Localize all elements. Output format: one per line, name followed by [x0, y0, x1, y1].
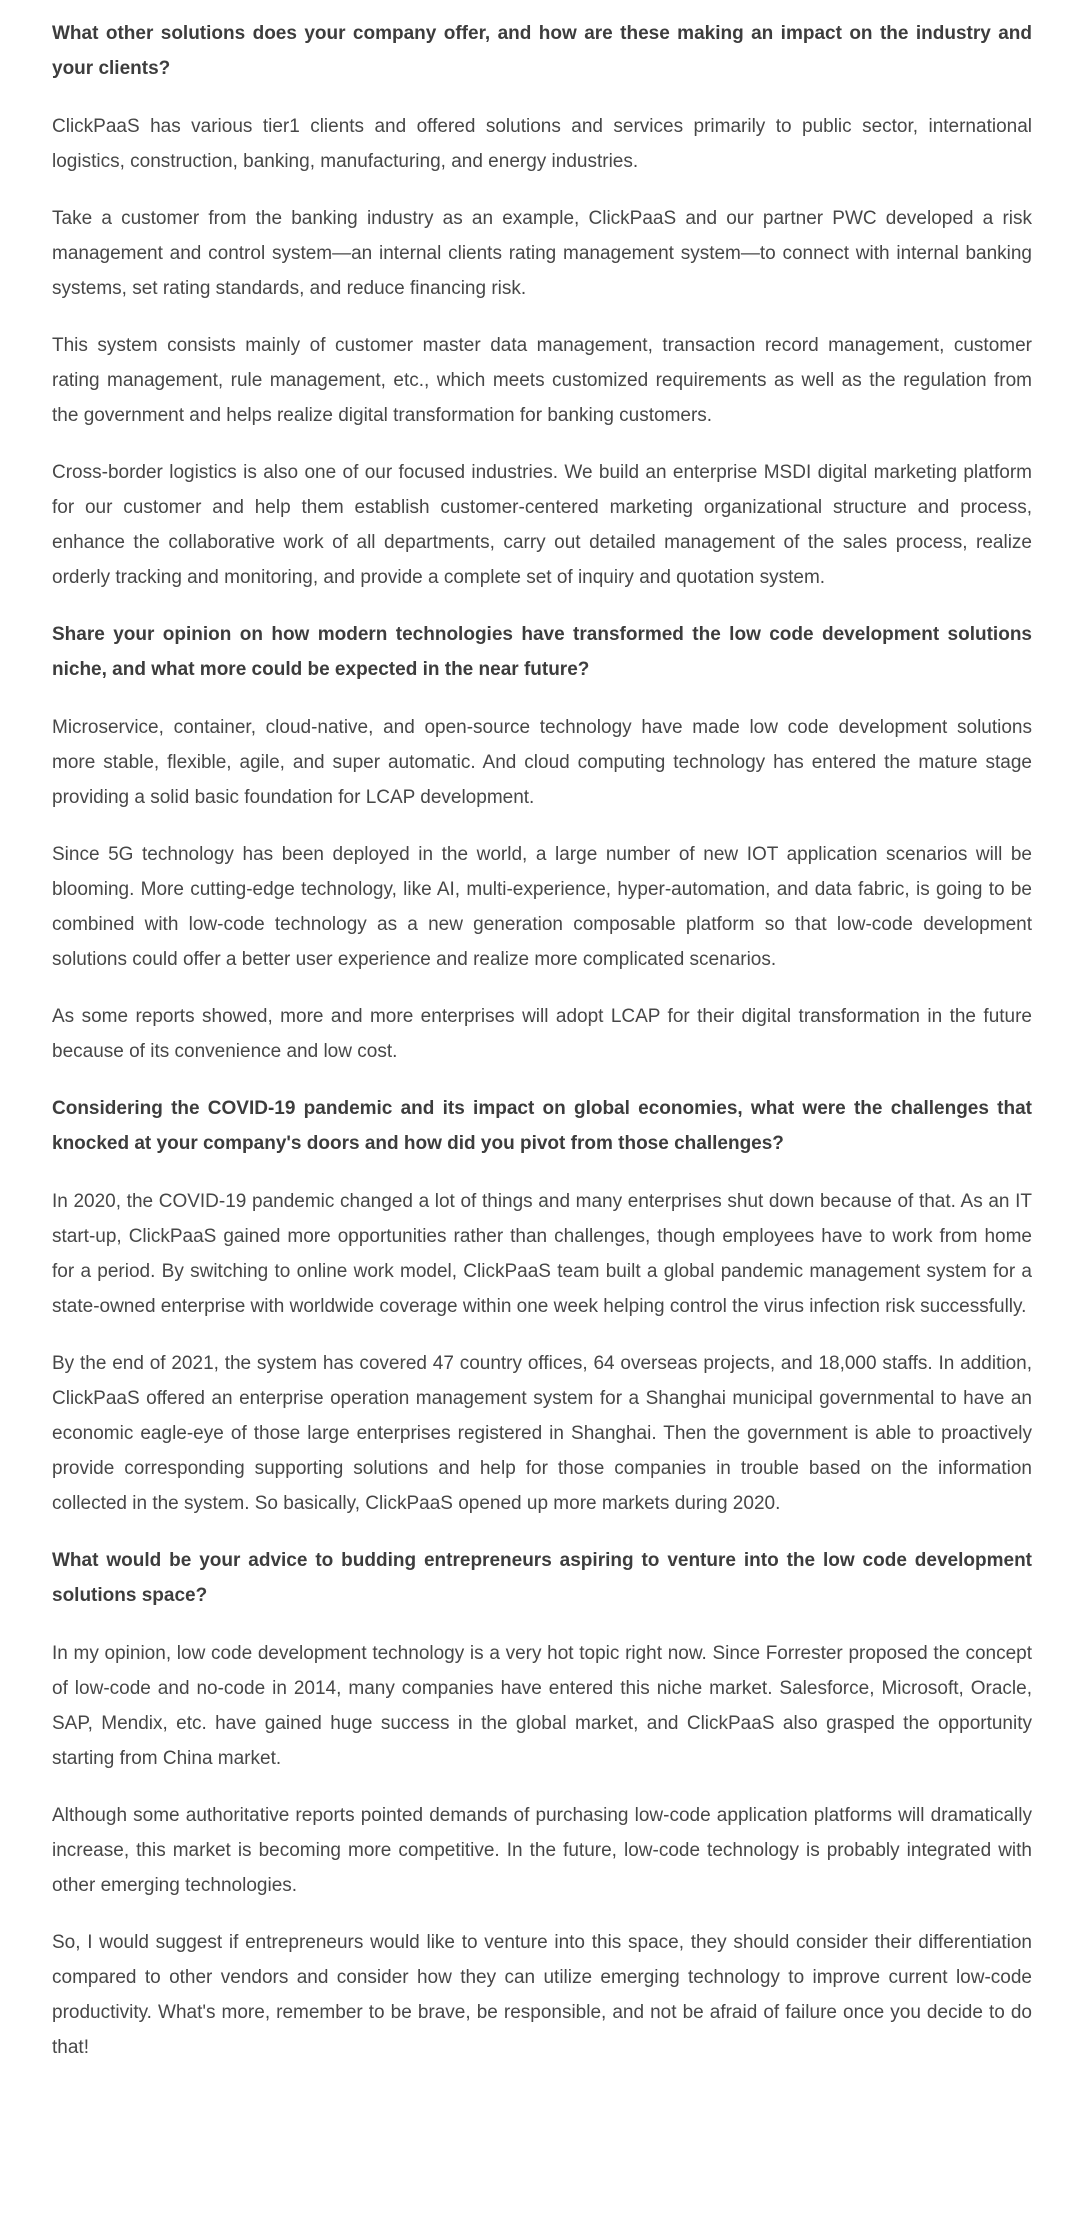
- answer-paragraph: Cross-border logistics is also one of our focused industries. We build an enterprise MSDI digital marketing platform for our customer and help them establish customer-centered marketing organizational structure and process, enhance the collaborative work of all departments, carry out detailed management of the sales process, realize orderly tracking and monitoring, and provide a complete set of inquiry and quotation system.: [52, 462, 1032, 588]
- answer-paragraph: Take a customer from the banking industry as an example, ClickPaaS and our partner PWC developed a risk management and control system—an internal clients rating management system—to connect with internal banking systems, set rating standards, and reduce financing risk.: [52, 208, 1032, 299]
- question-heading: What other solutions does your company offer, and how are these making an impact on the industry and your clients?: [52, 23, 1032, 79]
- question-heading: Considering the COVID-19 pandemic and its impact on global economies, what were the challenges that knocked at your company's doors and how did you pivot from those challenges?: [52, 1098, 1032, 1154]
- question-heading: What would be your advice to budding entrepreneurs aspiring to venture into the low code development solutions space?: [52, 1550, 1032, 1606]
- answer-paragraph: By the end of 2021, the system has covered 47 country offices, 64 overseas projects, and 18,000 staffs. In addition, ClickPaaS offered an enterprise operation management system for a Shanghai municipal governmental to have an economic eagle-eye of those large enterprises registered in Shanghai. Then the government is able to proactively provide corresponding supporting solutions and help for those companies in trouble based on the information collected in the system. So basically, ClickPaaS opened up more markets during 2020.: [52, 1353, 1032, 1514]
- question-heading: Share your opinion on how modern technologies have transformed the low code development solutions niche, and what more could be expected in the near future?: [52, 624, 1032, 680]
- answer-paragraph: In my opinion, low code development technology is a very hot topic right now. Since Forrester proposed the concept of low-code and no-code in 2014, many companies have entered this niche market. Salesforce, Microsoft, Oracle, SAP, Mendix, etc. have gained huge success in the global market, and ClickPaaS also grasped the opportunity starting from China market.: [52, 1643, 1032, 1769]
- answer-paragraph: As some reports showed, more and more enterprises will adopt LCAP for their digital transformation in the future because of its convenience and low cost.: [52, 1006, 1032, 1062]
- answer-paragraph: Since 5G technology has been deployed in the world, a large number of new IOT application scenarios will be blooming. More cutting-edge technology, like AI, multi-experience, hyper-automation, and data fabric, is going to be combined with low-code technology as a new generation composable platform so that low-code development solutions could offer a better user experience and realize more complicated scenarios.: [52, 844, 1032, 970]
- interview-article: [52, 16, 1032, 2065]
- answer-paragraph: ClickPaaS has various tier1 clients and offered solutions and services primarily to public sector, international logistics, construction, banking, manufacturing, and energy industries.: [52, 116, 1032, 172]
- answer-paragraph: This system consists mainly of customer master data management, transaction record management, customer rating management, rule management, etc., which meets customized requirements as well as the regulation from the government and helps realize digital transformation for banking customers.: [52, 335, 1032, 426]
- answer-paragraph: So, I would suggest if entrepreneurs would like to venture into this space, they should consider their differentiation compared to other vendors and consider how they can utilize emerging technology to improve current low-code productivity. What's more, remember to be brave, be responsible, and not be afraid of failure once you decide to do that!: [52, 1932, 1032, 2058]
- answer-paragraph: Although some authoritative reports pointed demands of purchasing low-code application platforms will dramatically increase, this market is becoming more competitive. In the future, low-code technology is probably integrated with other emerging technologies.: [52, 1805, 1032, 1896]
- answer-paragraph: Microservice, container, cloud-native, and open-source technology have made low code development solutions more stable, flexible, agile, and super automatic. And cloud computing technology has entered the mature stage providing a solid basic foundation for LCAP development.: [52, 717, 1032, 808]
- answer-paragraph: In 2020, the COVID-19 pandemic changed a lot of things and many enterprises shut down because of that. As an IT start-up, ClickPaaS gained more opportunities rather than challenges, though employees have to work from home for a period. By switching to online work model, ClickPaaS team built a global pandemic management system for a state-owned enterprise with worldwide coverage within one week helping control the virus infection risk successfully.: [52, 1191, 1032, 1317]
